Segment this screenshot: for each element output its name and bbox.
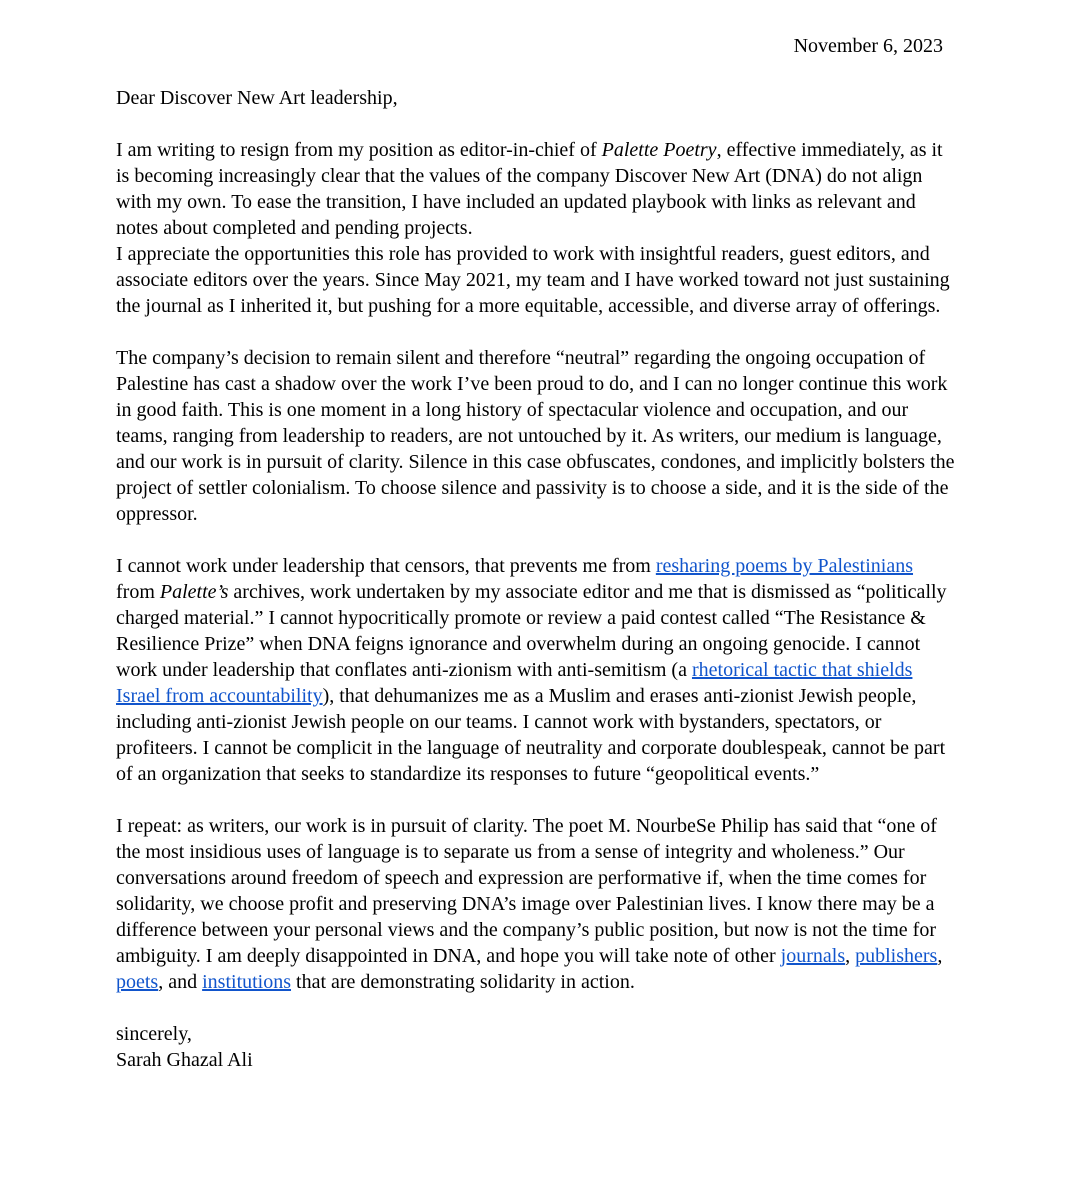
resharing-poems-link[interactable]: resharing poems by Palestinians bbox=[655, 555, 914, 577]
paragraph-text: , effective immediately, as it is becoming increasingly clear that the values of the company Discover New Art (DNA) do not align with my own. To ease the transition, I have included an updated playbook with links as relevant and notes about completed and pending projects. bbox=[116, 139, 943, 239]
paragraph-gap bbox=[116, 995, 956, 1021]
paragraph-gap bbox=[116, 111, 956, 137]
paragraph-gap bbox=[116, 787, 956, 813]
paragraph-censorship bbox=[116, 553, 956, 787]
salutation: Dear Discover New Art leadership, bbox=[116, 87, 398, 109]
paragraph-resignation bbox=[116, 137, 956, 241]
separator-text: , bbox=[937, 945, 943, 967]
journal-possessive: Palette’s bbox=[159, 581, 229, 603]
institutions-link[interactable]: institutions bbox=[202, 971, 292, 993]
journals-link[interactable]: journals bbox=[780, 945, 846, 967]
closing: sincerely, bbox=[116, 1023, 192, 1045]
paragraph-text: that are demonstrating solidarity in action. bbox=[291, 971, 635, 993]
paragraph-gap bbox=[116, 527, 956, 553]
paragraph-text: from bbox=[116, 581, 160, 603]
paragraph-clarity bbox=[116, 813, 956, 995]
paragraph-text: I am writing to resign from my position as editor-in-chief of bbox=[116, 139, 602, 161]
letter-date: November 6, 2023 bbox=[793, 35, 943, 57]
paragraph-gap bbox=[116, 319, 956, 345]
paragraph-text: ), that dehumanizes me as a Muslim and erases anti-zionist Jewish people, including anti-zionist Jewish people on our teams. I cannot work with bystanders, spectators, or profiteers. I cannot be complicit in the language of neutrality and corporate doublespeak, cannot be part of an organization that seeks to standardize its responses to future “geopolitical events.” bbox=[116, 685, 946, 785]
publishers-link[interactable]: publishers bbox=[855, 945, 938, 967]
paragraph-text: archives, work undertaken by my associate editor and me that is dismissed as “politically charged material.” I cannot hypocritically promote or review a paid contest called “The Resistance & Resilience Prize” when DNA feigns ignorance and overwhelm during an ongoing genocide. I cannot work under leadership that conflates anti-zionism with anti-semitism (a bbox=[116, 581, 947, 681]
signature: Sarah Ghazal Ali bbox=[116, 1049, 253, 1071]
paragraph-appreciation: I appreciate the opportunities this role has provided to work with insightful readers, guest editors, and associate editors over the years. Since May 2021, my team and I have worked toward not just sustaining the journal as I inherited it, but pushing for a more equitable, accessible, and diverse array of offerings. bbox=[116, 243, 950, 317]
paragraph-text: I cannot work under leadership that censors, that prevents me from bbox=[116, 555, 656, 577]
poets-link[interactable]: poets bbox=[116, 971, 159, 993]
journal-title: Palette Poetry bbox=[601, 139, 717, 161]
paragraph-text: I repeat: as writers, our work is in pursuit of clarity. The poet M. NourbeSe Philip has said that “one of the most insidious uses of language is to separate us from a sense of integrity and wholeness.” Our conversations around freedom of speech and expression are performative if, when the time comes for solidarity, we choose profit and preserving DNA’s image over Palestinian lives. I know there may be a difference between your personal views and the company’s public position, but now is not the time for ambiguity. I am deeply disappointed in DNA, and hope you will take note of other bbox=[116, 815, 937, 967]
separator-text: , and bbox=[158, 971, 203, 993]
separator-text: , bbox=[845, 945, 856, 967]
paragraph-neutrality: The company’s decision to remain silent and therefore “neutral” regarding the ongoing occupation of Palestine has cast a shadow over the work I’ve been proud to do, and I can no longer continue this work in good faith. This is one moment in a long history of spectacular violence and occupation, and our teams, ranging from leadership to readers, are not untouched by it. As writers, our medium is language, and our work is in pursuit of clarity. Silence in this case obfuscates, condones, and implicitly bolsters the project of settler colonialism. To choose silence and passivity is to choose a side, and it is the side of the oppressor. bbox=[116, 347, 955, 525]
letter-body bbox=[116, 85, 956, 1073]
rhetorical-tactic-link[interactable]: rhetorical tactic that shields Israel from accountability bbox=[116, 659, 913, 707]
